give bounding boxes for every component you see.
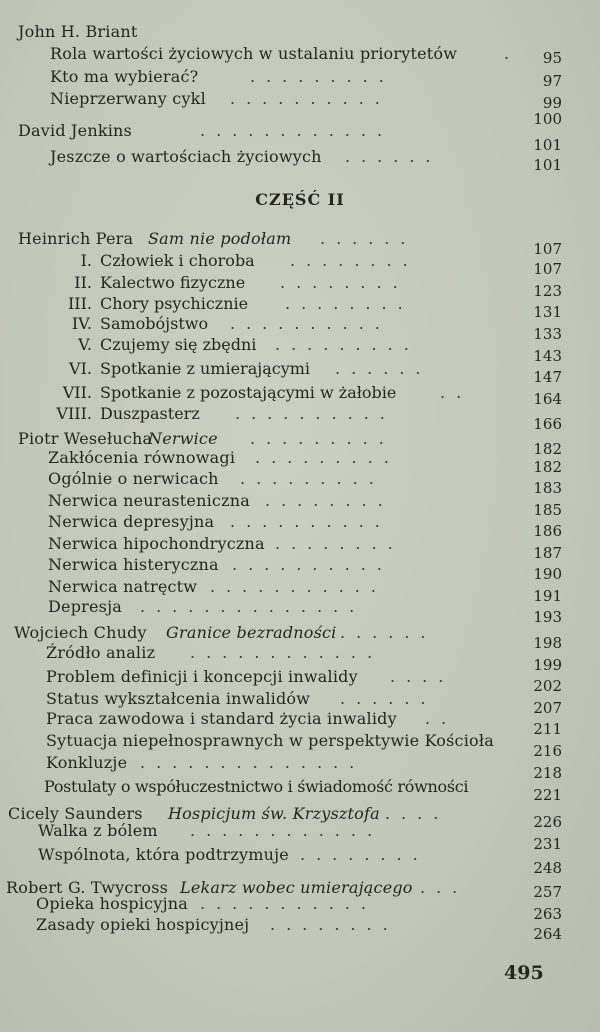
toc-chapter xyxy=(0,358,600,386)
page-ref: 191 xyxy=(533,587,562,605)
leader-dots: ........ xyxy=(265,491,394,510)
essay-title: Nerwice xyxy=(148,429,218,448)
chapter-number: III. xyxy=(67,294,92,313)
toc-author-line xyxy=(0,622,600,652)
essay-title: Sam nie podołam xyxy=(148,229,292,248)
toc-chapter xyxy=(0,403,600,433)
section-heading: CZĘŚĆ II xyxy=(255,190,345,209)
page-ref: 95 xyxy=(542,49,562,67)
author-name: Heinrich Pera xyxy=(18,229,134,248)
leader-dots: .. xyxy=(440,383,473,402)
leader-dots: ......... xyxy=(250,67,395,86)
chapter-number: I. xyxy=(80,251,92,270)
entry-title: Status wykształcenia inwalidów xyxy=(46,689,311,708)
toc-entry xyxy=(0,146,600,174)
page-ref: 107 xyxy=(533,260,562,278)
page-ref: 97 xyxy=(542,72,562,90)
toc-author-line xyxy=(0,21,600,43)
essay-title: Granice bezradności xyxy=(166,623,337,642)
page-ref: 221 xyxy=(533,786,562,804)
toc-entry xyxy=(0,820,600,853)
entry-title: Rola wartości życiowych w ustalaniu priorytetów xyxy=(50,44,458,63)
page-ref: 190 xyxy=(533,565,562,583)
toc-author-line xyxy=(0,228,600,258)
toc-entry xyxy=(0,554,600,583)
toc-entry xyxy=(0,468,600,497)
chapter-number: IV. xyxy=(71,314,92,333)
leader-dots: .......... xyxy=(230,314,391,333)
page-ref: 99 xyxy=(542,94,562,112)
page-ref: 186 xyxy=(533,522,562,540)
leader-dots: ........... xyxy=(200,894,377,913)
leader-dots: ........ xyxy=(285,294,414,313)
entry-title: Nerwica depresyjna xyxy=(48,512,215,531)
page-ref: 264 xyxy=(533,925,562,943)
leader-dots: ...... xyxy=(345,147,442,166)
entry-title: Nerwica natręctw xyxy=(48,577,198,596)
page-number: 495 xyxy=(504,962,544,984)
chapter-title: Duszpasterz xyxy=(100,404,200,423)
page-ref: 211 xyxy=(533,720,562,738)
chapter-title: Chory psychicznie xyxy=(100,294,249,313)
page-ref: 164 xyxy=(533,390,562,408)
entry-title: Nieprzerwany cykl xyxy=(50,89,206,108)
toc-entry xyxy=(0,66,600,88)
toc-entry xyxy=(0,666,600,695)
page-ref: 100 xyxy=(533,110,562,128)
entry-title: Źródło analiz xyxy=(46,643,156,662)
author-name: Wojciech Chudy xyxy=(14,623,147,642)
leader-dots: ............ xyxy=(190,643,384,662)
toc-chapter xyxy=(0,250,600,278)
leader-dots: ......... xyxy=(275,335,420,354)
leader-dots: ........... xyxy=(210,577,387,596)
toc-entry xyxy=(0,844,600,877)
essay-title: Hospicjum św. Krzysztofa xyxy=(168,804,380,823)
page-ref: 101 xyxy=(533,136,562,154)
page-ref: 199 xyxy=(533,656,562,674)
author-name: John H. Briant xyxy=(18,22,138,41)
toc-chapter xyxy=(0,293,600,321)
leader-dots: ........ xyxy=(300,845,429,864)
page-ref: 143 xyxy=(533,347,562,365)
toc-entry xyxy=(0,893,600,923)
leader-dots: .... xyxy=(390,667,455,686)
leader-dots: .......... xyxy=(230,512,391,531)
page-ref: 226 xyxy=(533,813,562,831)
page-ref: 218 xyxy=(533,764,562,782)
entry-title: Ogólnie o nerwicach xyxy=(48,469,219,488)
leader-dots: ........ xyxy=(280,273,409,292)
leader-dots: .... xyxy=(385,804,450,823)
page-ref: 182 xyxy=(533,440,562,458)
page-ref: 147 xyxy=(533,368,562,386)
toc-entry xyxy=(0,708,600,738)
page-ref: 185 xyxy=(533,501,562,519)
leader-dots: ......... xyxy=(250,429,395,448)
chapter-number: II. xyxy=(74,273,92,292)
entry-title: Nerwica neurasteniczna xyxy=(48,491,250,510)
chapter-title: Spotkanie z pozostającymi w żałobie xyxy=(100,383,397,402)
toc-entry xyxy=(0,490,600,519)
page-ref: 166 xyxy=(533,415,562,433)
entry-title: Zasady opieki hospicyjnej xyxy=(36,915,250,934)
chapter-title: Kalectwo fizyczne xyxy=(100,273,246,292)
chapter-number: VII. xyxy=(62,383,92,402)
page-ref: 248 xyxy=(533,859,562,877)
page-ref: 133 xyxy=(533,325,562,343)
page-ref: 257 xyxy=(533,883,562,901)
entry-title: Walka z bólem xyxy=(38,821,158,840)
leader-dots: .............. xyxy=(140,753,366,772)
leader-dots: ...... xyxy=(340,623,437,642)
toc-chapter xyxy=(0,272,600,300)
page-ref: 123 xyxy=(533,282,562,300)
leader-dots: ............ xyxy=(190,821,384,840)
author-name: Robert G. Twycross xyxy=(6,878,169,897)
toc-entry xyxy=(0,576,600,605)
entry-title: Nerwica hipochondryczna xyxy=(48,534,265,553)
toc-entry xyxy=(0,688,600,717)
toc-entry xyxy=(0,447,600,476)
leader-dots: ...... xyxy=(340,689,437,708)
entry-title: Depresja xyxy=(48,597,122,616)
page-ref: 198 xyxy=(533,634,562,652)
leader-dots: ......... xyxy=(255,448,400,467)
page-ref: 187 xyxy=(533,544,562,562)
leader-dots: ........ xyxy=(270,915,399,934)
author-name: Cicely Saunders xyxy=(8,804,143,823)
toc-author-line xyxy=(0,120,600,154)
entry-title: Nerwica histeryczna xyxy=(48,555,219,574)
toc-chapter xyxy=(0,313,600,343)
leader-dots: .......... xyxy=(232,555,393,574)
leader-dots: .............. xyxy=(140,597,366,616)
toc-chapter xyxy=(0,382,600,408)
essay-title: Lekarz wobec umierającego xyxy=(180,878,413,897)
toc-entry xyxy=(0,914,600,943)
entry-title: Zakłócenia równowagi xyxy=(48,448,236,467)
page-ref: 131 xyxy=(533,303,562,321)
chapter-number: V. xyxy=(78,335,92,354)
page-ref: 107 xyxy=(533,240,562,258)
toc-entry xyxy=(0,730,600,760)
toc-entry xyxy=(0,776,600,804)
leader-dots: ........ xyxy=(275,534,404,553)
leader-dots: .......... xyxy=(230,89,391,108)
leader-dots: ......... xyxy=(240,469,385,488)
leader-dots: . xyxy=(504,44,521,63)
leader-dots: ... xyxy=(420,878,469,897)
chapter-title: Człowiek i choroba xyxy=(100,251,255,270)
chapter-title: Samobójstwo xyxy=(100,314,209,333)
toc-entry xyxy=(0,642,600,674)
entry-title: Sytuacja niepełnosprawnych w perspektywie Kościoła xyxy=(46,731,494,750)
toc-entry xyxy=(0,596,600,626)
leader-dots: ...... xyxy=(320,229,417,248)
toc-entry xyxy=(0,511,600,540)
entry-title: Problem definicji i koncepcji inwalidy xyxy=(46,667,358,686)
entry-title: Konkluzje xyxy=(46,753,128,772)
page-ref: 231 xyxy=(533,835,562,853)
entry-title: Kto ma wybierać? xyxy=(50,67,199,86)
page-ref: 101 xyxy=(533,156,562,174)
leader-dots: .. xyxy=(425,709,458,728)
entry-title: Praca zawodowa i standard życia inwalidy xyxy=(46,709,397,728)
page-ref: 183 xyxy=(533,479,562,497)
page-ref: 207 xyxy=(533,699,562,717)
page-ref: 216 xyxy=(533,742,562,760)
entry-title: Wspólnota, która podtrzymuje xyxy=(38,845,289,864)
chapter-number: VIII. xyxy=(56,404,92,423)
entry-title: Opieka hospicyjna xyxy=(36,894,188,913)
page-ref: 263 xyxy=(533,905,562,923)
leader-dots: ............ xyxy=(200,121,394,140)
toc-entry xyxy=(0,533,600,562)
entry-title: Postulaty o współuczestnictwo i świadomość równości xyxy=(44,777,469,796)
entry-title: Jeszcze o wartościach życiowych xyxy=(50,147,322,166)
toc-entry xyxy=(0,43,600,65)
page-ref: 202 xyxy=(533,677,562,695)
toc-entry xyxy=(0,752,600,782)
chapter-number: VI. xyxy=(69,359,92,378)
page-ref: 193 xyxy=(533,608,562,626)
toc-chapter xyxy=(0,334,600,365)
page-ref: 182 xyxy=(533,458,562,476)
author-name: David Jenkins xyxy=(18,121,132,140)
leader-dots: ........ xyxy=(290,251,419,270)
leader-dots: .......... xyxy=(235,404,396,423)
author-name: Piotr Wesełucha xyxy=(18,429,153,448)
chapter-title: Spotkanie z umierającymi xyxy=(100,359,311,378)
chapter-title: Czujemy się zbędni xyxy=(100,335,257,354)
leader-dots: ...... xyxy=(335,359,432,378)
